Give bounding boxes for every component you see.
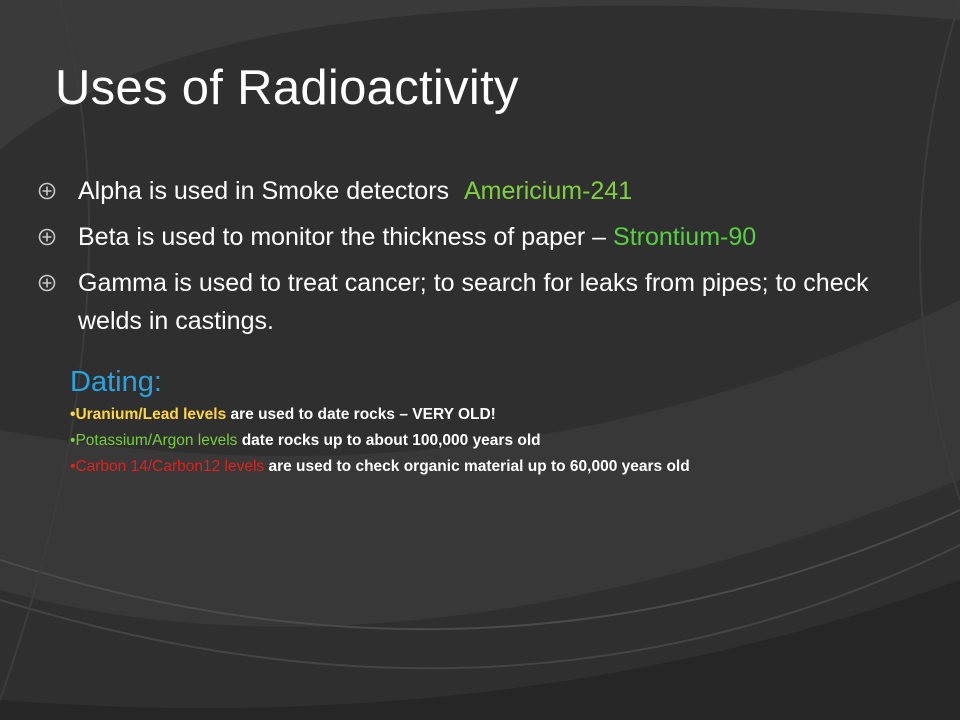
bullet-alpha-text: Alpha is used in Smoke detectors bbox=[78, 177, 450, 205]
dating-uranium-highlight: Uranium/Lead levels bbox=[75, 406, 227, 423]
dating-heading: Dating: bbox=[70, 366, 162, 398]
dating-uranium-text: are used to date rocks – VERY OLD! bbox=[226, 406, 496, 423]
slide-title: Uses of Radioactivity bbox=[55, 61, 519, 115]
bullet-gamma-text: Gamma is used to treat cancer; to search for leaks from pipes; to check welds in castings. bbox=[78, 269, 869, 335]
dating-potassium-text: date rocks up to about 100,000 years old bbox=[237, 432, 541, 449]
bullet-list bbox=[38, 172, 958, 348]
circled-plus-bullet-icon bbox=[38, 182, 56, 200]
bullet-alpha-highlight: Americium-241 bbox=[464, 177, 633, 205]
dating-carbon-highlight: Carbon 14/Carbon12 levels bbox=[75, 458, 265, 475]
circled-plus-bullet-icon bbox=[38, 228, 56, 246]
dating-line-potassium bbox=[70, 428, 950, 454]
dating-carbon-text: are used to check organic material up to 60,000 years old bbox=[264, 458, 690, 475]
dating-line-carbon bbox=[70, 454, 950, 480]
dating-bullet: • bbox=[70, 406, 76, 423]
bullet-alpha bbox=[38, 172, 958, 210]
dating-section bbox=[70, 362, 950, 480]
bullet-beta-highlight: Strontium-90 bbox=[613, 223, 757, 251]
bullet-beta-text: Beta is used to monitor the thickness of paper – bbox=[78, 223, 614, 251]
bullet-gamma bbox=[38, 264, 878, 340]
circled-plus-bullet-icon bbox=[38, 274, 56, 292]
dating-bullet: • bbox=[70, 458, 76, 475]
dating-bullet: • bbox=[70, 432, 76, 449]
dating-potassium-highlight: Potassium/Argon levels bbox=[75, 432, 238, 449]
bullet-beta bbox=[38, 218, 958, 256]
dating-line-uranium bbox=[70, 402, 950, 428]
